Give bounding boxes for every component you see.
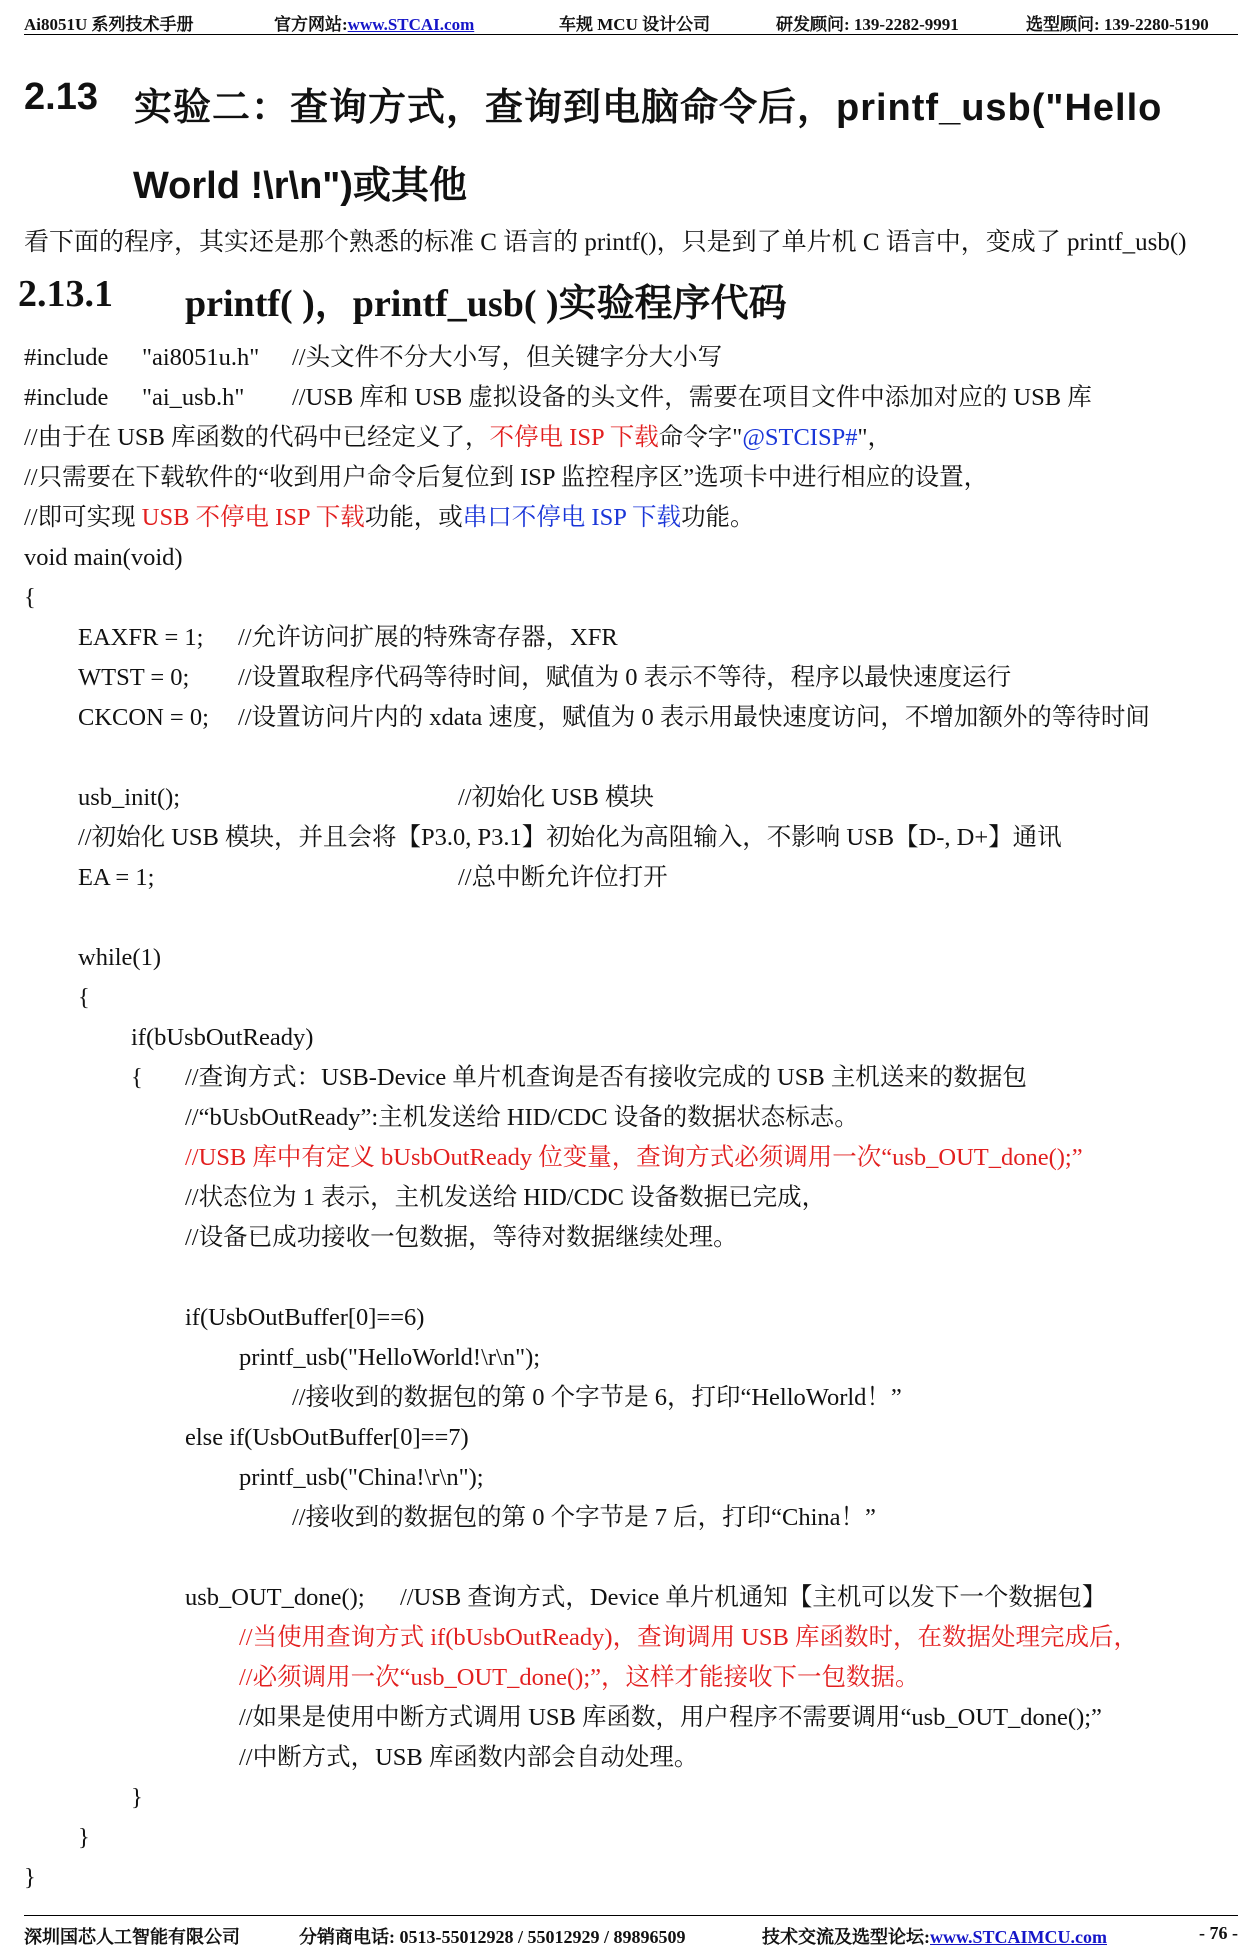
code-line: { //查询方式：USB-Device 单片机查询是否有接收完成的 USB 主机送来的数据包	[131, 1064, 1027, 1091]
code-line: //只需要在下载软件的“收到用户命令后复位到 ISP 监控程序区”选项卡中进行相应的设置，	[24, 464, 989, 491]
code-line: {	[24, 584, 36, 611]
manual-title: Ai8051U 系列技术手册	[24, 15, 194, 34]
section-title-line2: World !\r\n")或其他	[133, 165, 467, 207]
code-line: //中断方式，USB 库函数内部会自动处理。	[239, 1744, 699, 1771]
forum-label: 技术交流及选型论坛:	[762, 1927, 930, 1947]
code-line: //当使用查询方式 if(bUsbOutReady)，查询调用 USB 库函数时，在数据处理完成后，	[239, 1624, 1138, 1651]
code-line: printf_usb("China!\r\n");	[239, 1464, 484, 1491]
forum-link[interactable]: www.STCAIMCU.com	[930, 1927, 1107, 1947]
page-header	[24, 6, 1238, 36]
code-line: while(1)	[78, 944, 161, 971]
subsection-title	[18, 272, 787, 325]
code-line: if(bUsbOutReady)	[131, 1024, 314, 1051]
company-tagline: 车规 MCU 设计公司	[559, 15, 711, 34]
forum	[762, 1923, 1107, 1949]
code-line: usb_OUT_done(); //USB 查询方式，Device 单片机通知【主机可以发下一个数据包】	[185, 1584, 1107, 1611]
code-line: WTST = 0; //设置取程序代码等待时间，赋值为 0 表示不等待，程序以最快速度运行	[78, 664, 1012, 691]
code-line: usb_init(); //初始化 USB 模块	[78, 784, 655, 811]
code-line: #include "ai8051u.h" //头文件不分大小写，但关键字分大小写	[24, 344, 723, 371]
code-line: CKCON = 0; //设置访问片内的 xdata 速度，赋值为 0 表示用最快速度访问，不增加额外的等待时间	[78, 704, 1150, 731]
header-rule	[24, 34, 1238, 35]
footer-company: 深圳国芯人工智能有限公司	[24, 1927, 240, 1947]
site-label: 官方网站:	[274, 15, 348, 34]
page-footer	[24, 1920, 1238, 1950]
footer-rule	[24, 1915, 1238, 1916]
code-line: void main(void)	[24, 544, 183, 571]
code-line: else if(UsbOutBuffer[0]==7)	[185, 1424, 469, 1451]
code-line: printf_usb("HelloWorld!\r\n");	[239, 1344, 541, 1371]
site-link[interactable]: www.STCAI.com	[347, 15, 475, 34]
code-line: //必须调用一次“usb_OUT_done();”，这样才能接收下一包数据。	[239, 1664, 920, 1691]
subsection-number: 2.13.1	[18, 273, 113, 315]
code-line: //由于在 USB 库函数的代码中已经定义了，不停电 ISP 下载命令字"@STCISP#"，	[24, 424, 892, 451]
code-line: //“bUsbOutReady”:主机发送给 HID/CDC 设备的数据状态标志。	[185, 1104, 859, 1131]
code-line: EAXFR = 1; //允许访问扩展的特殊寄存器，XFR	[78, 624, 618, 651]
rd-consultant: 研发顾问: 139-2282-9991	[776, 15, 959, 34]
section-title	[24, 76, 1163, 129]
code-line: //即可实现 USB 不停电 ISP 下载功能，或串口不停电 ISP 下载功能。	[24, 504, 755, 531]
official-site	[274, 10, 474, 35]
code-line: //如果是使用中断方式调用 USB 库函数，用户程序不需要调用“usb_OUT_done();”	[239, 1704, 1102, 1731]
code-line: //初始化 USB 模块，并且会将【P3.0, P3.1】初始化为高阻输入，不影响 USB【D-, D+】通讯	[78, 824, 1062, 851]
section-number: 2.13	[24, 76, 98, 118]
code-line: }	[131, 1784, 143, 1811]
code-line: //设备已成功接收一包数据，等待对数据继续处理。	[185, 1224, 738, 1251]
code-line: //接收到的数据包的第 0 个字节是 7 后，打印“China！”	[292, 1504, 876, 1531]
selection-consultant: 选型顾问: 139-2280-5190	[1026, 15, 1209, 34]
subsection-text: printf( )，printf_usb( )实验程序代码	[185, 283, 787, 325]
code-line: //接收到的数据包的第 0 个字节是 6，打印“HelloWorld！”	[292, 1384, 902, 1411]
code-line: }	[78, 1824, 90, 1851]
intro-paragraph: 看下面的程序，其实还是那个熟悉的标准 C 语言的 printf()，只是到了单片机 C 语言中，变成了 printf_usb()	[24, 229, 1187, 256]
code-line: EA = 1; //总中断允许位打开	[78, 864, 668, 891]
code-line: //USB 库中有定义 bUsbOutReady 位变量，查询方式必须调用一次“usb_OUT_done();”	[185, 1144, 1083, 1171]
section-title-line1: 实验二：查询方式，查询到电脑命令后，printf_usb("Hello	[134, 87, 1163, 129]
code-line: //状态位为 1 表示，主机发送给 HID/CDC 设备数据已完成，	[185, 1184, 827, 1211]
code-line: #include "ai_usb.h" //USB 库和 USB 虚拟设备的头文件，需要在项目文件中添加对应的 USB 库	[24, 384, 1092, 411]
code-line: if(UsbOutBuffer[0]==6)	[185, 1304, 425, 1331]
code-line: {	[78, 984, 90, 1011]
page-number: - 76 -	[1199, 1923, 1238, 1943]
code-line: }	[24, 1864, 36, 1891]
distributor-phone: 分销商电话: 0513-55012928 / 55012929 / 89896509	[299, 1927, 686, 1947]
